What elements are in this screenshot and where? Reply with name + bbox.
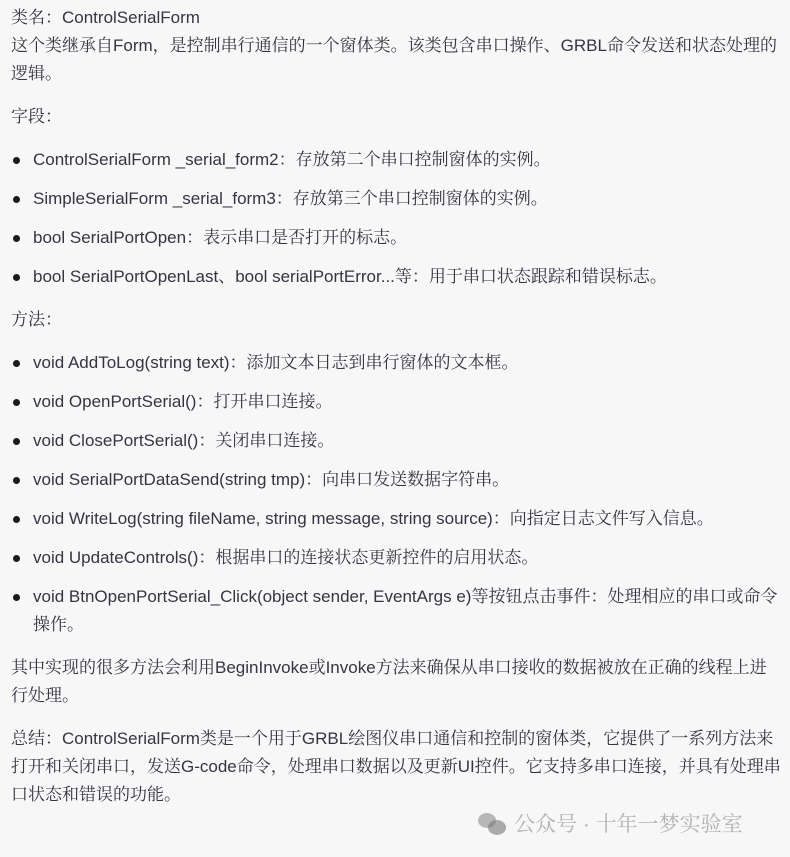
wechat-icon (478, 813, 508, 837)
list-item (11, 427, 783, 455)
list-item (11, 263, 783, 291)
list-item (11, 388, 783, 416)
method-item-text: void WriteLog(string fileName, string message, string source)：向指定日志文件写入信息。 (33, 509, 714, 528)
list-item (11, 583, 783, 639)
list-item (11, 544, 783, 572)
fields-heading: 字段： (11, 107, 62, 126)
methods-list (11, 349, 783, 639)
bullet-icon (13, 274, 20, 281)
bullet-icon (13, 157, 20, 164)
bullet-icon (13, 399, 20, 406)
field-item-text: bool SerialPortOpenLast、bool serialPortError...等：用于串口状态跟踪和错误标志。 (33, 267, 667, 286)
bullet-icon (13, 196, 20, 203)
document-body (11, 4, 783, 809)
invoke-note: 其中实现的很多方法会利用BeginInvoke或Invoke方法来确保从串口接收的数据被放在正确的线程上进行处理。 (11, 658, 767, 705)
bullet-icon (13, 555, 20, 562)
method-item-text: void BtnOpenPortSerial_Click(object sender, EventArgs e)等按钮点击事件：处理相应的串口或命令操作。 (33, 587, 778, 634)
method-item-text: void OpenPortSerial()：打开串口连接。 (33, 392, 333, 411)
field-item-text: ControlSerialForm _serial_form2：存放第二个串口控制窗体的实例。 (33, 150, 551, 169)
class-description: 这个类继承自Form，是控制串行通信的一个窗体类。该类包含串口操作、GRBL命令发送和状态处理的逻辑。 (11, 36, 777, 83)
bullet-icon (13, 360, 20, 367)
watermark (478, 812, 743, 838)
watermark-text: 公众号 · 十年一梦实验室 (514, 813, 743, 836)
method-item-text: void SerialPortDataSend(string tmp)：向串口发送数据字符串。 (33, 470, 510, 489)
list-item (11, 349, 783, 377)
list-item (11, 505, 783, 533)
bullet-icon (13, 477, 20, 484)
bullet-icon (13, 235, 20, 242)
bullet-icon (13, 516, 20, 523)
summary-paragraph: 总结：ControlSerialForm类是一个用于GRBL绘图仪串口通信和控制的窗体类，它提供了一系列方法来打开和关闭串口，发送G-code命令，处理串口数据以及更新UI控件。它支持多串口连接，并具有处理串口状态和错误的功能。 (11, 729, 781, 804)
list-item (11, 185, 783, 213)
method-item-text: void AddToLog(string text)：添加文本日志到串行窗体的文本框。 (33, 353, 519, 372)
list-item (11, 224, 783, 252)
fields-list (11, 146, 783, 291)
field-item-text: SimpleSerialForm _serial_form3：存放第三个串口控制窗体的实例。 (33, 189, 548, 208)
list-item (11, 466, 783, 494)
bullet-icon (13, 438, 20, 445)
method-item-text: void UpdateControls()：根据串口的连接状态更新控件的启用状态。 (33, 548, 539, 567)
class-name-line: 类名：ControlSerialForm (11, 8, 200, 27)
methods-heading: 方法： (11, 310, 62, 329)
field-item-text: bool SerialPortOpen：表示串口是否打开的标志。 (33, 228, 408, 247)
bullet-icon (13, 594, 20, 601)
list-item (11, 146, 783, 174)
method-item-text: void ClosePortSerial()：关闭串口连接。 (33, 431, 335, 450)
